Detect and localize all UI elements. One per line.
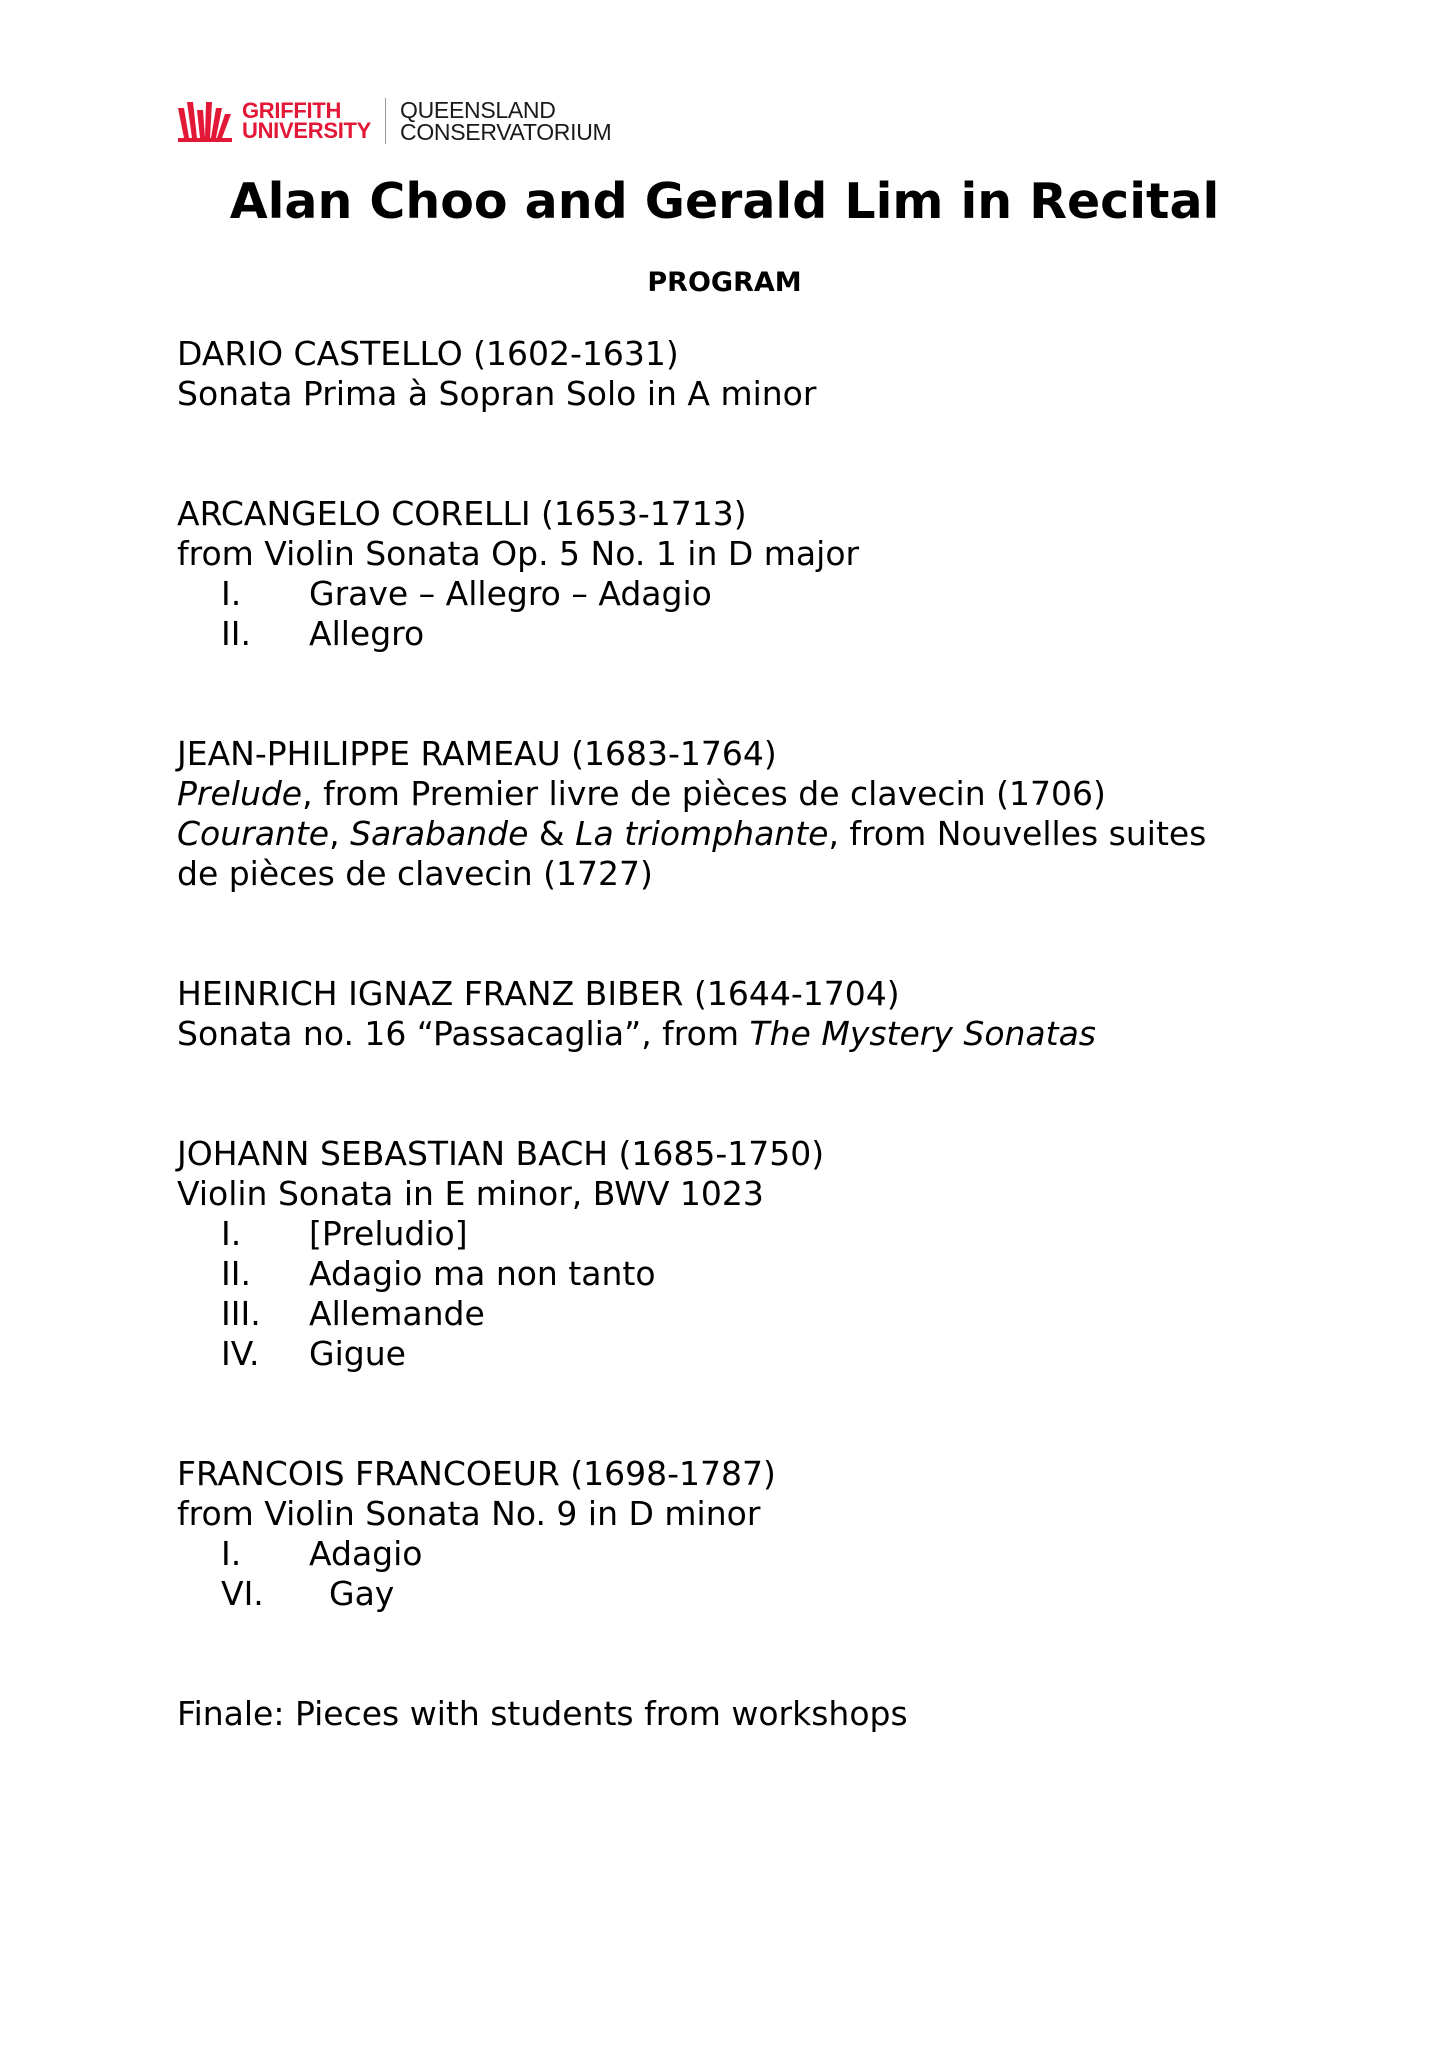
work-italic: The Mystery Sonatas xyxy=(749,1014,1097,1053)
movement-item xyxy=(177,574,1327,614)
work-rest: , from Nouvelles suites xyxy=(828,814,1207,853)
movement-item xyxy=(177,1534,1327,1574)
work-title: from Violin Sonata Op. 5 No. 1 in D major xyxy=(177,534,860,573)
finale xyxy=(177,1694,1327,1734)
work-italic: Prelude xyxy=(177,774,303,813)
composer-name: ARCANGELO CORELLI (1653-1713) xyxy=(177,494,747,533)
movement-number: VI. xyxy=(221,1574,264,1613)
work-rest: , from Premier livre de pièces de clavecin (1706) xyxy=(302,774,1106,813)
composer-name: JOHANN SEBASTIAN BACH (1685-1750) xyxy=(177,1134,825,1173)
movement-number: III. xyxy=(221,1294,261,1333)
movement-name: Allegro xyxy=(309,614,425,653)
movement-name: Gay xyxy=(329,1574,395,1613)
queensland-word: QUEENSLAND xyxy=(400,97,556,123)
movement-item xyxy=(177,1254,1327,1294)
work-plain: Sonata no. 16 “Passacaglia”, from xyxy=(177,1014,750,1053)
piece-corelli xyxy=(177,494,1327,654)
piece-francoeur xyxy=(177,1454,1327,1614)
movement-number: II. xyxy=(221,1254,251,1293)
piece-castello xyxy=(177,334,1327,414)
movement-item xyxy=(177,1294,1327,1334)
movement-item xyxy=(177,1574,1327,1614)
page-title: Alan Choo and Gerald Lim in Recital xyxy=(229,173,1220,230)
queensland-conservatorium-wordmark xyxy=(400,99,611,143)
work-title: Sonata Prima à Sopran Solo in A minor xyxy=(177,374,817,413)
composer-name: FRANCOIS FRANCOEUR (1698-1787) xyxy=(177,1454,776,1493)
work-title-prelude xyxy=(177,774,1327,814)
movement-name: Allemande xyxy=(309,1294,485,1333)
piece-bach xyxy=(177,1134,1327,1374)
movement-number: I. xyxy=(221,1214,242,1253)
movement-item xyxy=(177,614,1327,654)
movement-number: IV. xyxy=(221,1334,260,1373)
movement-name: Grave – Allegro – Adagio xyxy=(309,574,712,613)
conservatorium-word: CONSERVATORIUM xyxy=(400,119,612,145)
work-italic: Courante xyxy=(177,814,330,853)
movement-item xyxy=(177,1214,1327,1254)
griffith-word: GRIFFITH xyxy=(242,98,342,123)
piece-rameau xyxy=(177,734,1327,894)
work-italic: Sarabande xyxy=(350,814,529,853)
movement-name: Adagio xyxy=(309,1534,423,1573)
work-title-continued: de pièces de clavecin (1727) xyxy=(177,854,653,893)
griffith-flame-logo-icon xyxy=(176,98,234,144)
composer-name: JEAN-PHILIPPE RAMEAU (1683-1764) xyxy=(177,734,777,773)
composer-name: HEINRICH IGNAZ FRANZ BIBER (1644-1704) xyxy=(177,974,900,1013)
griffith-university-wordmark xyxy=(242,98,372,143)
work-title: Violin Sonata in E minor, BWV 1023 xyxy=(177,1174,764,1213)
movement-number: II. xyxy=(221,614,251,653)
movement-name: Adagio ma non tanto xyxy=(309,1254,656,1293)
work-title-suites xyxy=(177,814,1327,854)
movement-number: I. xyxy=(221,1534,242,1573)
work-title: from Violin Sonata No. 9 in D minor xyxy=(177,1494,761,1533)
work-italic: La triomphante xyxy=(575,814,829,853)
program-heading: PROGRAM xyxy=(647,267,802,298)
movement-name: Gigue xyxy=(309,1334,406,1373)
movement-name: [Preludio] xyxy=(309,1214,468,1253)
movement-item xyxy=(177,1334,1327,1374)
composer-name: DARIO CASTELLO (1602-1631) xyxy=(177,334,679,373)
university-word: UNIVERSITY xyxy=(242,118,372,143)
movement-number: I. xyxy=(221,574,242,613)
work-separator: & xyxy=(528,814,576,853)
logo-divider xyxy=(385,98,386,144)
griffith-conservatorium-logo xyxy=(176,96,611,146)
piece-biber xyxy=(177,974,1327,1054)
work-title xyxy=(177,1014,1327,1054)
program-list xyxy=(177,334,1327,1734)
work-separator: , xyxy=(329,814,351,853)
finale-text: Finale: Pieces with students from workshops xyxy=(177,1694,908,1733)
